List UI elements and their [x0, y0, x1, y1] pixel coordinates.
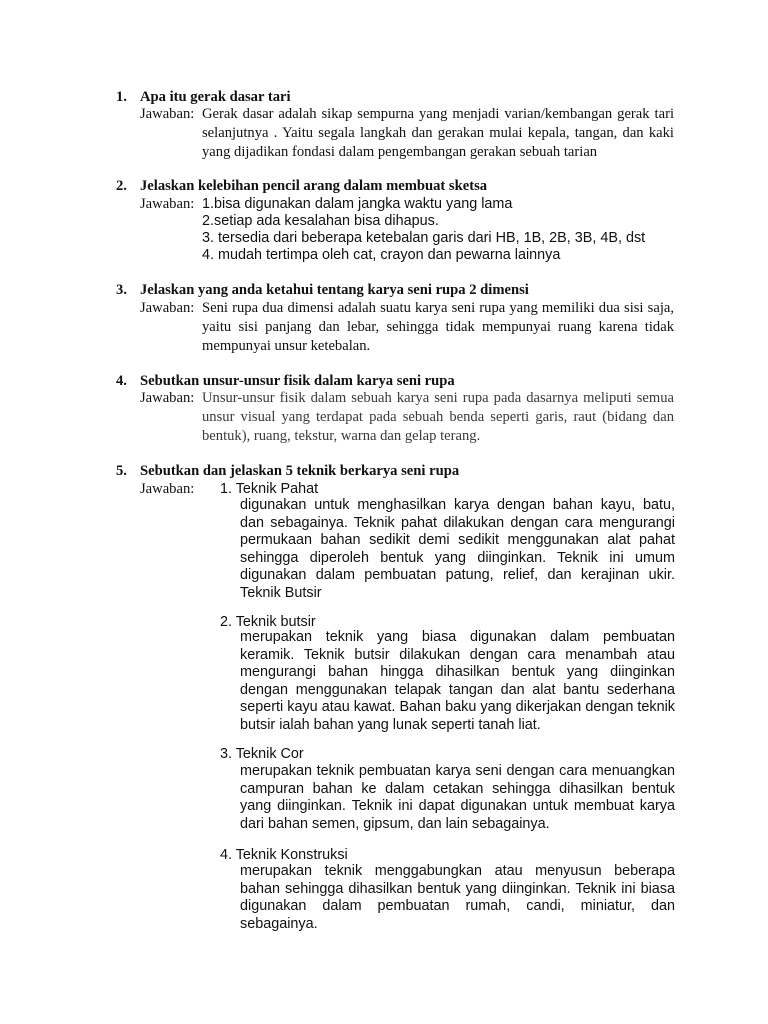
technique-description: merupakan teknik menggabungkan atau menyusun beberapa bahan sehingga dihasilkan bentuk yang diinginkan. Teknik ini biasa digunakan dalam pembuatan rumah, candi, miniatur, dan sebagainya.	[240, 863, 675, 932]
question-title: Sebutkan dan jelaskan 5 teknik berkarya seni rupa	[140, 463, 460, 479]
answer-line: 1.bisa digunakan dalam jangka waktu yang lama	[202, 196, 513, 212]
technique-name: 4. Teknik Konstruksi	[220, 847, 348, 863]
answer-text: Seni rupa dua dimensi adalah suatu karya seni rupa yang memiliki dua sisi saja, yaitu sisi panjang dan lebar, sehingga tidak mempunyai ruang karena tidak mempunyai unsur ketebalan.	[202, 300, 674, 354]
technique-description: merupakan teknik yang biasa digunakan dalam pembuatan keramik. Teknik butsir dilakukan dengan cara menambah atau mengurangi bahan hingga dihasilkan bentuk yang diinginkan dengan menggunakan telapak tangan dan alat bantu sederhana seperti kayu atau kawat. Bahan baku yang dikerjakan dengan teknik butsir ialah bahan yang lunak seperti tanah liat.	[240, 629, 675, 733]
answer-label: Jawaban:	[140, 106, 195, 122]
technique-description: merupakan teknik pembuatan karya seni dengan cara menuangkan campuran bahan ke dalam cetakan sehingga dihasilkan bentuk yang diinginkan. Teknik ini dapat digunakan untuk membuat karya dari bahan semen, gipsum, dan lain sebagainya.	[240, 763, 675, 832]
technique-name: 1. Teknik Pahat	[220, 481, 319, 497]
answer-line: 2.setiap ada kesalahan bisa dihapus.	[202, 213, 439, 229]
answer-line: 4. mudah tertimpa oleh cat, crayon dan pewarna lainnya	[202, 247, 561, 263]
answer-label: Jawaban:	[140, 300, 195, 316]
answer-text: Gerak dasar adalah sikap sempurna yang menjadi varian/kembangan gerak tari selanjutnya . Yaitu segala langkah dan gerakan mulai kepala, tangan, dan kaki yang dijadikan fondasi dalam pengembangan gerakan sebuah tarian	[202, 106, 674, 160]
question-title: Apa itu gerak dasar tari	[140, 89, 291, 105]
answer-label: Jawaban:	[140, 390, 195, 406]
question-title: Jelaskan kelebihan pencil arang dalam membuat sketsa	[140, 178, 488, 194]
answer-text: Unsur-unsur fisik dalam sebuah karya seni rupa pada dasarnya meliputi semua unsur visual yang terdapat pada sebuah benda seperti garis, raut (bidang dan bentuk), ruang, tekstur, warna dan gelap terang.	[202, 390, 674, 444]
question-title: Jelaskan yang anda ketahui tentang karya seni rupa 2 dimensi	[140, 282, 529, 298]
question-number: 3.	[116, 282, 127, 298]
question-number: 4.	[116, 373, 127, 389]
question-number: 5.	[116, 463, 127, 479]
question-title: Sebutkan unsur-unsur fisik dalam karya seni rupa	[140, 373, 455, 389]
technique-name: 2. Teknik butsir	[220, 614, 316, 630]
technique-description: digunakan untuk menghasilkan karya dengan bahan kayu, batu, dan sebagainya. Teknik pahat dilakukan dengan cara mengurangi permukaan bahan sedikit demi sedikit menggunakan alat pahat sehingga diperoleh bentuk yang diinginkan. Teknik ini umum digunakan dalam pembuatan patung, relief, dan kerajinan ukir. Teknik Butsir	[240, 497, 675, 601]
answer-label: Jawaban:	[140, 196, 195, 212]
question-number: 2.	[116, 178, 127, 194]
question-number: 1.	[116, 89, 127, 105]
answer-line: 3. tersedia dari beberapa ketebalan garis dari HB, 1B, 2B, 3B, 4B, dst	[202, 230, 646, 246]
technique-name: 3. Teknik Cor	[220, 746, 304, 762]
answer-label: Jawaban:	[140, 481, 195, 497]
